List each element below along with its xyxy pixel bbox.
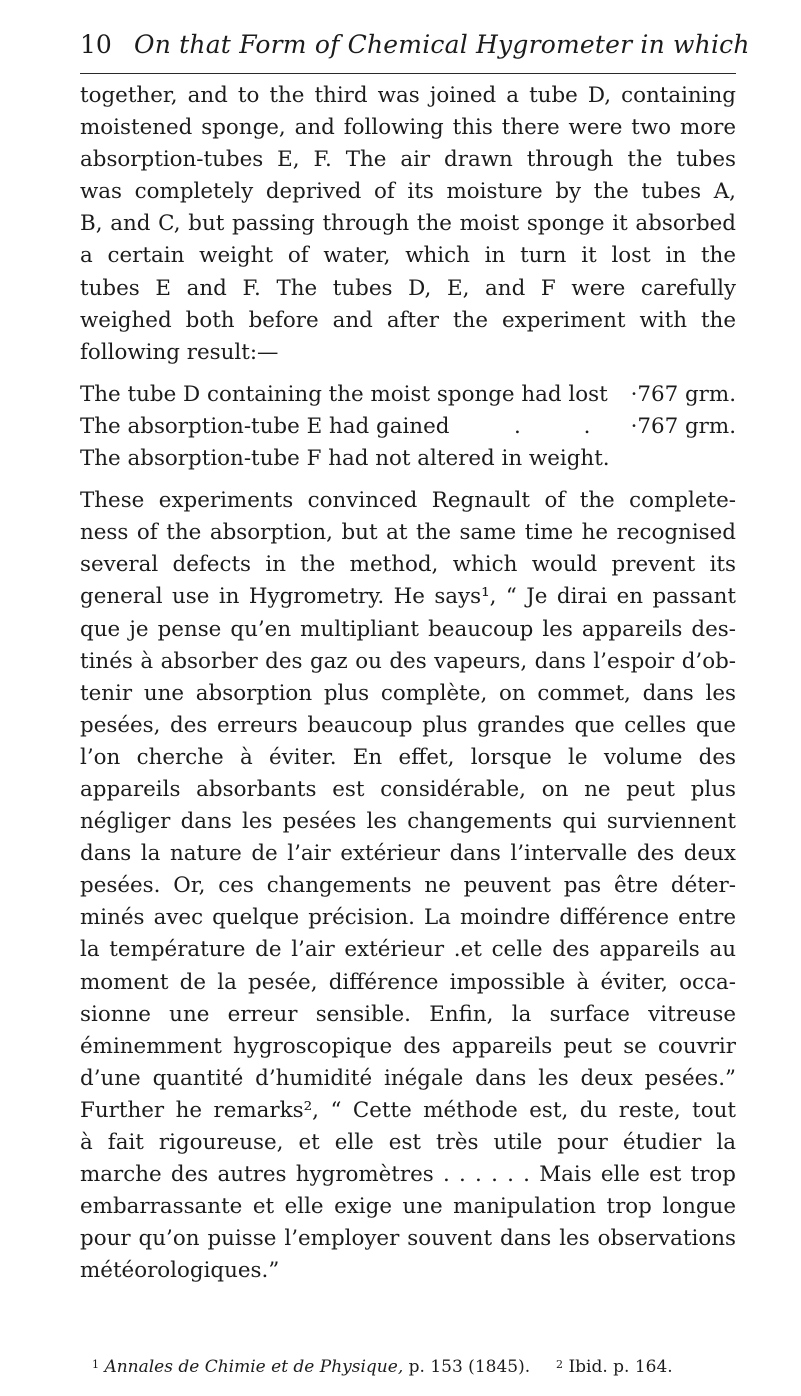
text-line: tenir une absorption plus complète, on commet, dans les	[80, 680, 736, 706]
text-line: B, and C, but passing through the moist sponge it absorbed	[80, 211, 736, 237]
text-line: a certain weight of water, which in turn it lost in the	[80, 243, 736, 269]
text-line: tinés à absorber des gaz ou des vapeurs, dans l’espoir d’ob-	[80, 648, 736, 674]
header-rule	[80, 73, 736, 74]
result-line-3	[80, 443, 736, 475]
text-line: Further he remarks², “ Cette méthode est, du reste, tout	[80, 1097, 736, 1123]
text-line: pesées, des erreurs beaucoup plus grandes que celles que	[80, 712, 736, 738]
text-line: was completely deprived of its moisture by the tubes A,	[80, 179, 736, 205]
text-line: négliger dans les pesées les changements qui surviennent	[80, 809, 736, 835]
text-line: à fait rigoureuse, et elle est très utile pour étudier la	[80, 1130, 736, 1155]
page-number: 10	[80, 30, 112, 59]
text-line: moistened sponge, and following this there were two more	[80, 115, 736, 141]
footnote-source-title: Annales de Chimie et de Physique,	[104, 1357, 404, 1377]
running-head	[80, 28, 750, 68]
footnote-reference: p. 153 (1845).	[408, 1357, 531, 1377]
footnote-marker: 2	[556, 1358, 564, 1371]
text-line: weighed both before and after the experiment with the	[80, 307, 736, 333]
paragraph-1	[80, 80, 736, 369]
text-line: éminemment hygroscopique des appareils peut se couvrir	[80, 1033, 736, 1059]
text-line: appareils absorbants est considérable, on ne peut plus	[80, 776, 736, 802]
text-line: following result:—	[80, 339, 279, 365]
text-line: embarrassante et elle exige une manipulation trop longue	[80, 1194, 736, 1220]
text-line: que je pense qu’en multipliant beaucoup les appareils des-	[80, 616, 736, 642]
paragraph-2	[80, 485, 736, 1287]
footnote-marker: 1	[92, 1358, 100, 1371]
text-line: la température de l’air extérieur .et celle des appareils au	[80, 937, 736, 963]
text-line: several defects in the method, which would prevent its	[80, 552, 736, 578]
text-line: marche des autres hygromètres . . . . . . Mais elle est trop	[80, 1162, 736, 1188]
result-value: ·767 grm.	[630, 413, 736, 439]
result-value: ·767 grm.	[630, 381, 736, 407]
text-line: These experiments convinced Regnault of the complete-	[80, 488, 736, 514]
result-line-2	[80, 411, 736, 443]
text-line: moment de la pesée, différence impossible à éviter, occa-	[80, 969, 736, 995]
text-line: general use in Hygrometry. He says¹, “ Je dirai en passant	[80, 584, 736, 610]
text-line: pour qu’on puisse l’employer souvent dans les observations	[80, 1226, 736, 1252]
text-line: sionne une erreur sensible. Enfin, la surface vitreuse	[80, 1001, 736, 1027]
result-text: The tube D containing the moist sponge had lost	[80, 381, 608, 407]
result-line-1	[80, 379, 736, 411]
text-line: pesées. Or, ces changements ne peuvent pas être déter-	[80, 873, 736, 899]
footnote-1	[92, 1356, 530, 1378]
result-text: The absorption-tube F had not altered in weight.	[80, 446, 610, 472]
text-line: d’une quantité d’humidité inégale dans les deux pesées.”	[80, 1065, 736, 1091]
text-line: ness of the absorption, but at the same time he recognised	[80, 520, 736, 546]
text-line: météorologiques.”	[80, 1258, 280, 1284]
footnote-reference: Ibid. p. 164.	[568, 1357, 673, 1377]
result-text: The absorption-tube E had gained	[80, 413, 450, 439]
text-line: l’on cherche à éviter. En effet, lorsque le volume des	[80, 744, 736, 770]
text-line: absorption-tubes E, F. The air drawn through the tubes	[80, 147, 736, 173]
text-line: minés avec quelque précision. La moindre différence entre	[80, 905, 736, 931]
results-list	[80, 379, 736, 475]
text-line: dans la nature de l’air extérieur dans l’intervalle des deux	[80, 841, 736, 867]
footnote-2	[556, 1356, 673, 1378]
text-line: together, and to the third was joined a tube D, containing	[80, 83, 736, 108]
body-text	[80, 80, 736, 1287]
text-line: tubes E and F. The tubes D, E, and F were carefully	[80, 275, 736, 301]
running-title: On that Form of Chemical Hygrometer in which	[134, 30, 750, 59]
leader-dots: . .	[514, 413, 619, 439]
